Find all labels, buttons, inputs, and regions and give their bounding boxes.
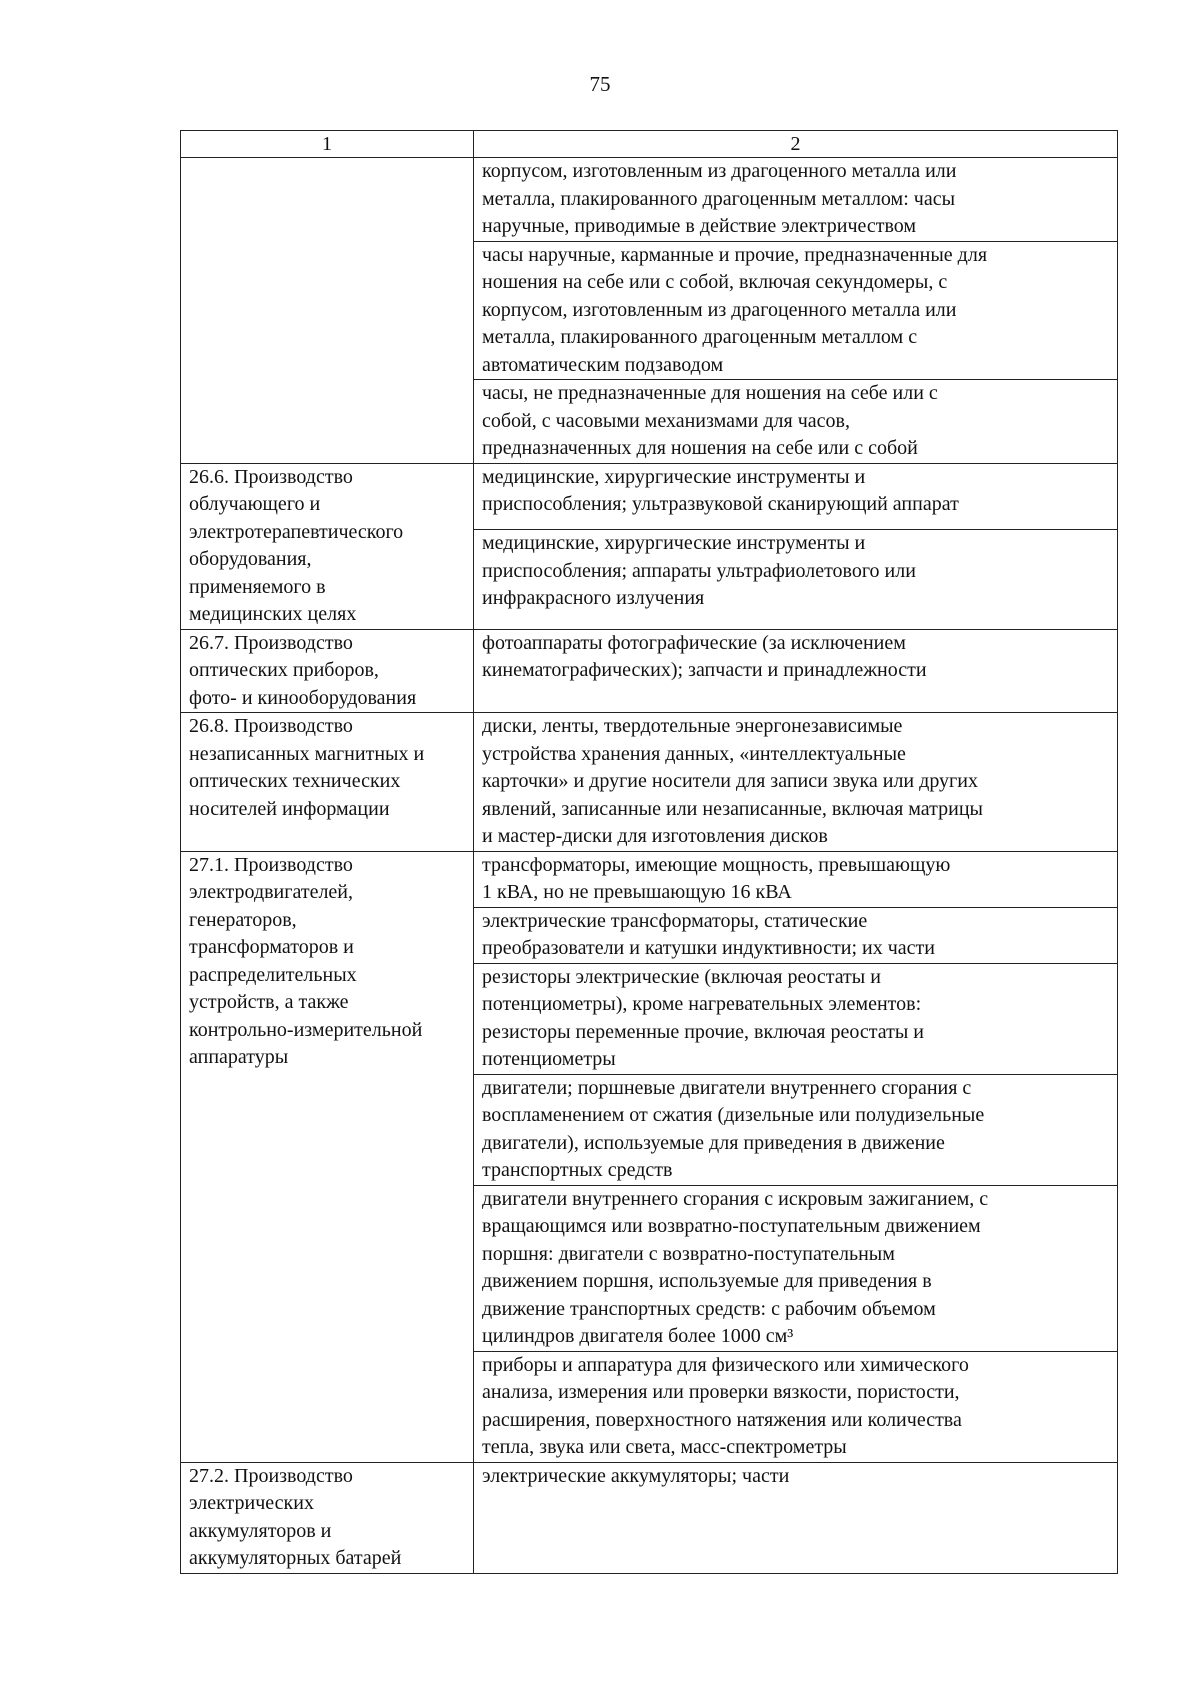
product-cell xyxy=(474,463,1118,530)
product-line: расширения, поверхностного натяжения или количества xyxy=(482,1408,962,1431)
category-line: электротерапевтического xyxy=(189,520,404,543)
product-line: потенциометры xyxy=(482,1048,616,1070)
category-line: оптических приборов, xyxy=(189,659,379,681)
category-line: носителей информации xyxy=(189,797,390,820)
category-line: облучающего и xyxy=(189,493,321,515)
product-cell xyxy=(474,158,1118,242)
product-line: автоматическим подзаводом xyxy=(482,353,724,376)
product-line: и мастер-диски для изготовления дисков xyxy=(482,825,828,847)
product-line: двигатели), используемые для приведения в движение xyxy=(482,1131,945,1154)
product-line: медицинские, хирургические инструменты и xyxy=(482,465,866,488)
product-line: транспортных средств xyxy=(482,1159,673,1181)
product-line: двигатели; поршневые двигатели внутреннего сгорания с xyxy=(482,1076,972,1099)
category-line: 26.8. Производство xyxy=(189,715,353,737)
product-line: диски, ленты, твердотельные энергонезависимые xyxy=(482,715,903,737)
category-line: распределительных xyxy=(189,963,357,986)
category-line: 27.1. Производство xyxy=(189,853,353,876)
product-cell xyxy=(474,530,1118,629)
product-line: корпусом, изготовленным из драгоценного металла или xyxy=(482,298,957,321)
category-line: электродвигателей, xyxy=(189,881,354,903)
category-line: оборудования, xyxy=(189,548,312,570)
product-line: анализа, измерения или проверки вязкости, пористости, xyxy=(482,1381,960,1403)
product-cell xyxy=(474,907,1118,963)
product-cell xyxy=(474,851,1118,907)
table-row xyxy=(181,629,1118,713)
product-cell xyxy=(474,1351,1118,1462)
product-cell xyxy=(474,1074,1118,1185)
product-cell xyxy=(474,963,1118,1074)
product-line: устройства хранения данных, «интеллектуальные xyxy=(482,742,906,765)
product-line: ношения на себе или с собой, включая секундомеры, с xyxy=(482,271,948,293)
product-line: электрические трансформаторы, статические xyxy=(482,909,868,932)
product-line: приспособления; ультразвуковой сканирующий аппарат xyxy=(482,493,959,515)
product-cell xyxy=(474,241,1118,380)
product-line: поршня: двигатели с возвратно-поступательным xyxy=(482,1242,895,1265)
product-line: часы наручные, карманные и прочие, предназначенные для xyxy=(482,243,988,266)
table-body xyxy=(181,158,1118,1574)
product-line: приспособления; аппараты ультрафиолетового или xyxy=(482,559,916,582)
table-header-row xyxy=(181,131,1118,158)
category-line: контрольно-измерительной xyxy=(189,1018,423,1041)
product-line: трансформаторы, имеющие мощность, превышающую xyxy=(482,853,951,876)
category-cell xyxy=(181,851,474,1462)
product-line: часы, не предназначенные для ношения на себе или с xyxy=(482,382,938,404)
product-line: карточки» и другие носители для записи звука или других xyxy=(482,770,978,792)
category-line: 27.2. Производство xyxy=(189,1464,353,1487)
product-cell xyxy=(474,629,1118,713)
product-cell xyxy=(474,1462,1118,1573)
product-table xyxy=(180,130,1118,1574)
product-line: двигатели внутреннего сгорания с искровым зажиганием, с xyxy=(482,1187,989,1210)
category-line: аппаратуры xyxy=(189,1046,289,1068)
product-line: явлений, записанные или незаписанные, включая матрицы xyxy=(482,797,983,820)
table-row xyxy=(181,713,1118,852)
product-line: корпусом, изготовленным из драгоценного металла или xyxy=(482,160,957,182)
product-line: металла, плакированного драгоценным металлом: часы xyxy=(482,187,956,210)
product-line: наручные, приводимые в действие электричеством xyxy=(482,215,917,237)
category-cell xyxy=(181,1462,474,1573)
table-row xyxy=(181,463,1118,530)
product-cell xyxy=(474,380,1118,464)
category-line: генераторов, xyxy=(189,908,297,931)
product-line: преобразователи и катушки индуктивности; их части xyxy=(482,937,935,959)
product-line: инфракрасного излучения xyxy=(482,587,705,610)
category-line: аккумуляторных батарей xyxy=(189,1547,402,1569)
product-line: тепла, звука или света, масс-спектрометры xyxy=(482,1436,847,1458)
category-cell xyxy=(181,629,474,713)
product-line: медицинские, хирургические инструменты и xyxy=(482,532,866,555)
product-line: металла, плакированного драгоценным металлом с xyxy=(482,326,918,348)
category-cell xyxy=(181,713,474,852)
product-line: движение транспортных средств: с рабочим объемом xyxy=(482,1297,936,1320)
product-line: приборы и аппаратура для физического или химического xyxy=(482,1353,969,1376)
category-line: трансформаторов и xyxy=(189,936,354,958)
product-cell xyxy=(474,713,1118,852)
product-line: воспламенением от сжатия (дизельные или полудизельные xyxy=(482,1104,985,1126)
table-row xyxy=(181,158,1118,242)
category-cell xyxy=(181,463,474,629)
product-line: кинематографических); запчасти и принадлежности xyxy=(482,659,927,681)
product-line: резисторы переменные прочие, включая реостаты и xyxy=(482,1020,924,1043)
category-line: электрических xyxy=(189,1492,314,1514)
column-header-2: 2 xyxy=(474,131,1118,158)
product-line: электрические аккумуляторы; части xyxy=(482,1464,790,1487)
category-line: оптических технических xyxy=(189,770,401,792)
product-line: предназначенных для ношения на себе или с собой xyxy=(482,437,918,459)
product-line: потенциометры), кроме нагревательных элементов: xyxy=(482,993,922,1015)
table-row xyxy=(181,1462,1118,1573)
product-cell xyxy=(474,1185,1118,1351)
category-line: устройств, а также xyxy=(189,991,349,1013)
column-header-1: 1 xyxy=(181,131,474,158)
product-line: вращающимся или возвратно-поступательным движением xyxy=(482,1215,981,1237)
category-line: медицинских целях xyxy=(189,603,357,625)
category-line: незаписанных магнитных и xyxy=(189,742,425,765)
product-line: движением поршня, используемые для приведения в xyxy=(482,1270,932,1292)
page-number: 75 xyxy=(589,72,611,96)
product-line: цилиндров двигателя более 1000 см³ xyxy=(482,1325,794,1347)
category-line: 26.6. Производство xyxy=(189,465,353,488)
category-line: аккумуляторов и xyxy=(189,1519,332,1542)
product-line: резисторы электрические (включая реостаты и xyxy=(482,965,881,988)
product-line: собой, с часовыми механизмами для часов, xyxy=(482,409,850,432)
table-row xyxy=(181,851,1118,907)
category-line: фото- и кинооборудования xyxy=(189,686,417,709)
product-line: 1 кВА, но не превышающую 16 кВА xyxy=(482,881,792,903)
category-cell xyxy=(181,158,474,464)
category-line: 26.7. Производство xyxy=(189,631,353,654)
product-line: фотоаппараты фотографические (за исключением xyxy=(482,631,906,654)
category-line: применяемого в xyxy=(189,575,326,598)
